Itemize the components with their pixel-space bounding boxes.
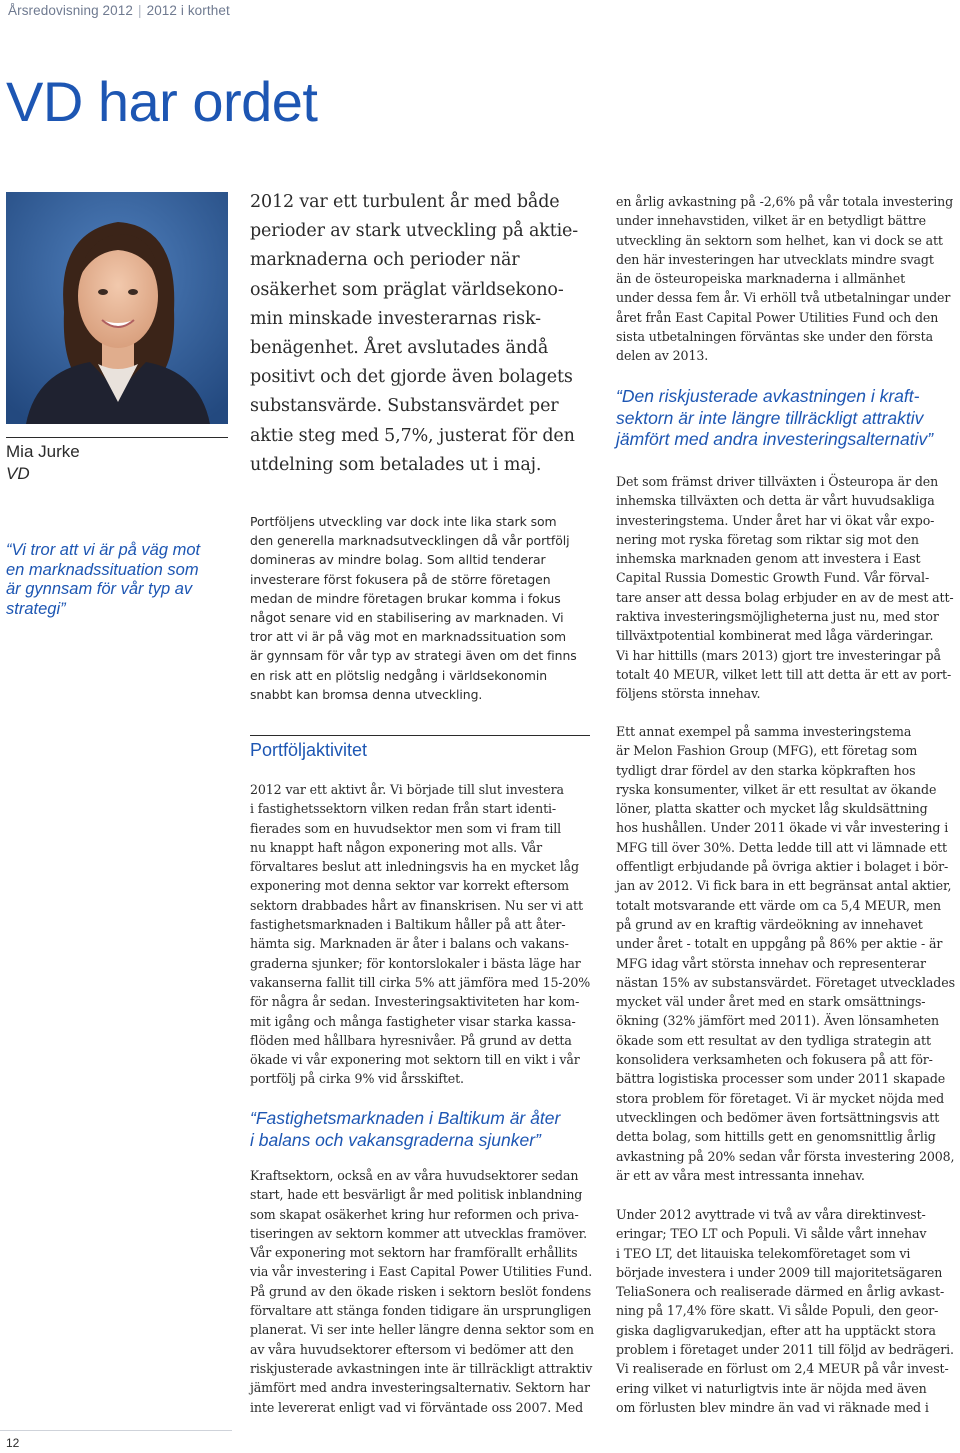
text-line: portfölj på cirka 9% vid årsskiftet. bbox=[250, 1071, 464, 1087]
text-line: den här investeringen har utvecklats mindre svagt bbox=[616, 251, 934, 267]
text-line: tillväxtpotential kombinerat med låga värderingar. bbox=[616, 628, 934, 644]
text-line: förvaltares beslut att inledningsvis ha en mycket låg bbox=[250, 859, 579, 875]
text-line: min minskade investerarnas risk- bbox=[250, 308, 541, 329]
text-line: 2012 var ett aktivt år. Vi började till slut investera bbox=[250, 782, 564, 797]
text-line: På grund av den ökade risken i sektorn beslöt fondens bbox=[250, 1283, 592, 1299]
text-line: sektorn är inte längre tillräckligt attraktiv bbox=[616, 407, 924, 428]
text-line: utveckling än sektorn som helhet, kan vi dock se att bbox=[616, 232, 943, 248]
text-line: inhemska tillväxten och detta är vårt huvudsakliga bbox=[616, 493, 935, 509]
breadcrumb-part-2[interactable]: 2012 i korthet bbox=[146, 3, 230, 18]
text-line: ning på 17,4% före skatt. Vi sålde Populi, den geor- bbox=[616, 1303, 939, 1319]
text-line: avkastning på 20% sedan vår första investering 2008, bbox=[616, 1148, 955, 1164]
text-line: inte levererat enligt vad vi förväntade oss 2007. Med bbox=[250, 1399, 584, 1415]
text-line: aktie steg med 5,7%, justerat för den bbox=[250, 425, 575, 446]
text-line: bättra logistiska processer som under 2011 skapade bbox=[616, 1071, 946, 1087]
text-line: “Fastighetsmarknaden i Baltikum är åter bbox=[250, 1108, 561, 1128]
text-line: start, hade ett besvärligt år med politisk inblandning bbox=[250, 1187, 583, 1203]
text-line: jämfört med andra investeringsalternativ” bbox=[616, 429, 934, 449]
text-line: är gynnsam för vår typ av strategi även om det finns bbox=[250, 648, 577, 664]
text-line: fastighetsmarknaden i Baltikum håller på att åter- bbox=[250, 917, 566, 933]
right-paragraph-4 bbox=[616, 1205, 956, 1417]
text-line: totalt 40 MEUR, vilket lett till att detta är ett av port- bbox=[616, 666, 952, 682]
text-line: är ett av våra mest intressanta innehav. bbox=[616, 1167, 865, 1183]
text-line: Capital Russia Domestic Growth Fund. Vår förval- bbox=[616, 570, 930, 586]
text-line: raktiva investeringsmöjligheterna just nu, med stor bbox=[616, 609, 939, 625]
text-line: ryska konsumenter, vilket är ett resultat av ökande bbox=[616, 781, 937, 797]
text-line: av våra huvudsektorer eftersom vi bedömer att den bbox=[250, 1341, 574, 1357]
text-line: sektorn drabbades hårt av finanskrisen. Nu ser vi att bbox=[250, 897, 583, 913]
text-line: följens största innehav. bbox=[616, 686, 761, 702]
page-title: VD har ordet bbox=[6, 70, 318, 133]
side-quote-line: strategi” bbox=[6, 599, 66, 618]
section-rule bbox=[250, 735, 590, 736]
text-line: hämta sig. Marknaden är åter i balans och vakans- bbox=[250, 936, 569, 952]
text-line: Portföljens utveckling var dock inte lika stark som bbox=[250, 514, 557, 529]
breadcrumb-part-1[interactable]: Årsredovisning 2012 bbox=[8, 3, 133, 18]
text-line: ökning (32% jämfört med 2011). Även lönsamheten bbox=[616, 1013, 939, 1029]
text-line: Ett annat exempel på samma investeringstema bbox=[616, 724, 912, 739]
text-line: började investera i under 2009 till majoritetsägaren bbox=[616, 1264, 943, 1280]
text-line: investerare först fokusera på de större företagen bbox=[250, 571, 551, 587]
text-line: utvecklingen och bedömer även fortsättningsvis att bbox=[616, 1109, 940, 1125]
text-line: riskjusterade avkastningen inte är tillräckligt attraktiv bbox=[250, 1360, 593, 1376]
text-line: graderna sjunker; för kontorslokaler i bästa läge har bbox=[250, 955, 581, 971]
portrait-name: Mia Jurke bbox=[6, 442, 80, 461]
text-line: 2012 var ett turbulent år med både bbox=[250, 192, 560, 212]
text-line: detta bolag, som hittills gett en genomsnittlig årlig bbox=[616, 1129, 936, 1145]
text-line: flöden med hållbara hyresnivåer. På grund av detta bbox=[250, 1032, 572, 1048]
text-line: utdelning som betalades ut i maj. bbox=[250, 454, 542, 475]
text-line: ökade som ett resultat av den tydliga strategin att bbox=[616, 1032, 931, 1048]
text-line: via vår investering i East Capital Power Utilities Fund. bbox=[250, 1264, 593, 1280]
text-line: vakanserna fallit till cirka 5% att jämföra med 15-20% bbox=[250, 974, 591, 990]
right-paragraph-3 bbox=[616, 722, 956, 1185]
text-line: delen av 2013. bbox=[616, 348, 709, 364]
text-line: totalt motsvarande ett värde om ca 5,4 MEUR, men bbox=[616, 897, 941, 913]
side-quote-line: “Vi tror att vi är på väg mot bbox=[6, 541, 201, 559]
text-line: löner, platta skatter och mycket låg skuldsättning bbox=[616, 801, 928, 817]
text-line: som skapat osäkerhet kring hur reformen och priva- bbox=[250, 1206, 579, 1222]
text-line: investeringstema. Under året har vi ökat vår expo- bbox=[616, 512, 935, 528]
text-line: under innehavstiden, vilket är en betydligt bättre bbox=[616, 213, 926, 229]
text-line: TeliaSonera och realiserade därmed en årlig avkast- bbox=[616, 1284, 945, 1300]
text-line: mycket väl under året med en stark omsättnings- bbox=[616, 994, 926, 1010]
text-line: perioder av stark utveckling på aktie- bbox=[250, 221, 579, 242]
text-line: hos hushållen. Under 2011 ökade vi vår investering i bbox=[616, 820, 949, 836]
text-line: problem i företaget under 2011 till följd av bedrägeri. bbox=[616, 1342, 954, 1358]
side-quote-line: en marknadssituation som bbox=[6, 560, 199, 579]
text-line: nästan 15% av substansvärdet. Företaget utvecklades bbox=[616, 974, 955, 990]
text-line: i TEO LT, det litauiska telekomföretaget som vi bbox=[616, 1245, 911, 1261]
text-line: MFG till över 30%. Detta ledde till att vi lämnade ett bbox=[616, 839, 947, 855]
text-line: i balans och vakansgraderna sjunker” bbox=[250, 1129, 541, 1150]
text-line: den generella marknadsutvecklingen då vår portfölj bbox=[250, 533, 570, 549]
text-line: tydligt drar fördel av den starka köpkraften hos bbox=[616, 762, 916, 778]
text-line: på grund av en kraftig värdeökning av innehavet bbox=[616, 916, 923, 932]
text-line: en risk att en plötslig nedgång i världsekonomin bbox=[250, 667, 548, 683]
caption-rule bbox=[6, 437, 228, 438]
text-line: Vi realiserade en förlust om 2,4 MEUR på vår invest- bbox=[616, 1361, 949, 1377]
section-heading: Portföljaktivitet bbox=[250, 740, 368, 760]
text-line: Under 2012 avyttrade vi två av våra direktinvest- bbox=[616, 1207, 926, 1222]
text-line: offentligt erbjudande på övriga aktier i bolaget i bör- bbox=[616, 859, 949, 875]
lead-paragraph bbox=[250, 188, 590, 480]
side-quote-line: är gynnsam för vår typ av bbox=[6, 580, 193, 598]
text-line: Kraftsektorn, också en av våra huvudsektorer sedan bbox=[250, 1168, 579, 1183]
text-line: tare anser att dessa bolag erbjuder en av de mest att- bbox=[616, 589, 954, 605]
open-quote-mark: “ bbox=[6, 541, 12, 559]
text-line: än de östeuropeiska marknaderna i allmänhet bbox=[616, 271, 906, 287]
text-line: mit igång och många fastigheter visar starka kassa- bbox=[250, 1013, 576, 1029]
text-line: planerat. Vi ser inte heller längre denna sektor som en bbox=[250, 1322, 594, 1338]
text-line: eringar; TEO LT och Populi. Vi sålde vårt innehav bbox=[616, 1226, 927, 1242]
text-line: om förlusten blev mindre än vad vi räknade med i bbox=[616, 1399, 929, 1415]
breadcrumb-separator: | bbox=[137, 3, 142, 18]
text-line: nu knappt haft någon exponering mot alls. Vår bbox=[250, 839, 543, 855]
text-line: benägenhet. Året avslutades ändå bbox=[250, 338, 549, 359]
pull-quote-energy bbox=[616, 386, 956, 451]
text-line: osäkerhet som präglat världsekono- bbox=[250, 279, 564, 300]
text-line: tiseringen av sektorn kommer att utvecklas framöver. bbox=[250, 1225, 588, 1241]
text-line: jan av 2012. Vi fick bara in ett begränsat antal aktier, bbox=[616, 878, 952, 894]
text-line: konsolidera verksamheten och fokusera på att för- bbox=[616, 1052, 933, 1068]
text-line: sista utbetalningen förväntas ske under den första bbox=[616, 329, 933, 345]
intro-paragraph bbox=[250, 512, 592, 704]
portrait-role: VD bbox=[6, 464, 30, 483]
breadcrumb bbox=[8, 3, 230, 18]
text-line: ökade vi vår exponering mot sektorn till en vikt i vår bbox=[250, 1052, 580, 1068]
text-line: Vår exponering mot sektorn har framförallt erhållits bbox=[250, 1245, 578, 1261]
text-line: “Den riskjusterade avkastningen i kraft- bbox=[616, 386, 920, 406]
portrait-photo bbox=[6, 192, 228, 424]
text-line: stora problem för företaget. Vi är mycket nöjda med bbox=[616, 1090, 945, 1106]
text-line: i fastighetssektorn vilken redan från start identi- bbox=[250, 801, 557, 817]
text-line: marknaderna och perioder när bbox=[250, 250, 520, 271]
text-line: för några år sedan. Investeringsaktiviteten har kom- bbox=[250, 994, 580, 1010]
text-line: positivt och det gjorde även bolagets bbox=[250, 367, 573, 388]
text-line: något senare vid en stabilisering av marknaden. Vi bbox=[250, 610, 564, 626]
text-line: Det som främst driver tillväxten i Östeuropa är den bbox=[616, 474, 939, 489]
text-line: under året - totalt en uppgång på 86% per aktie - är bbox=[616, 936, 943, 952]
page-number: 12 bbox=[6, 1436, 20, 1450]
text-line: inhemska marknaden genom att investera i East bbox=[616, 551, 921, 567]
text-line: nering mot ryska företag som riktar sig mot den bbox=[616, 531, 919, 547]
side-quote bbox=[6, 541, 232, 619]
text-line: fierades som en huvudsektor men som vi fram till bbox=[250, 820, 562, 836]
portfolio-paragraph bbox=[250, 780, 595, 1089]
text-line: exponering mot denna sektor var korrekt eftersom bbox=[250, 878, 569, 894]
text-line: under dessa fem år. Vi erhöll två utbetalningar under bbox=[616, 290, 951, 306]
pull-quote-baltic bbox=[250, 1108, 595, 1151]
text-line: året från East Capital Power Utilities Fund och den bbox=[616, 309, 939, 325]
text-line: ering vilket vi naturligtvis inte är nöjda med även bbox=[616, 1380, 927, 1396]
text-line: tror att vi är på väg mot en marknadssituation som bbox=[250, 629, 567, 645]
energy-paragraph bbox=[250, 1166, 595, 1417]
text-line: jämfört med andra investeringsalternativ. Sektorn har bbox=[250, 1380, 590, 1396]
text-line: förvaltare att stänga fonden tidigare än ursprungligen bbox=[250, 1303, 592, 1319]
portrait-caption bbox=[6, 441, 80, 485]
text-line: medan de mindre företagen brukar komma i fokus bbox=[250, 590, 561, 606]
text-line: en årlig avkastning på -2,6% på vår totala investering bbox=[616, 194, 954, 209]
text-line: domineras av mindre bolag. Som alltid tenderar bbox=[250, 552, 546, 568]
right-paragraph-1 bbox=[616, 192, 956, 366]
text-line: snabbt kan bromsa denna utveckling. bbox=[250, 686, 483, 702]
text-line: substansvärde. Substansvärdet per bbox=[250, 396, 559, 417]
text-line: Vi har hittills (mars 2013) gjort tre investeringar på bbox=[616, 647, 941, 663]
text-line: är Melon Fashion Group (MFG), ett företag som bbox=[616, 743, 918, 759]
footer-rule bbox=[0, 1430, 232, 1431]
text-line: giska dagligvarukedjan, efter att ha upptäckt stora bbox=[616, 1322, 936, 1338]
text-line: MFG idag vårt största innehav och representerar bbox=[616, 955, 926, 971]
right-paragraph-2 bbox=[616, 472, 956, 704]
